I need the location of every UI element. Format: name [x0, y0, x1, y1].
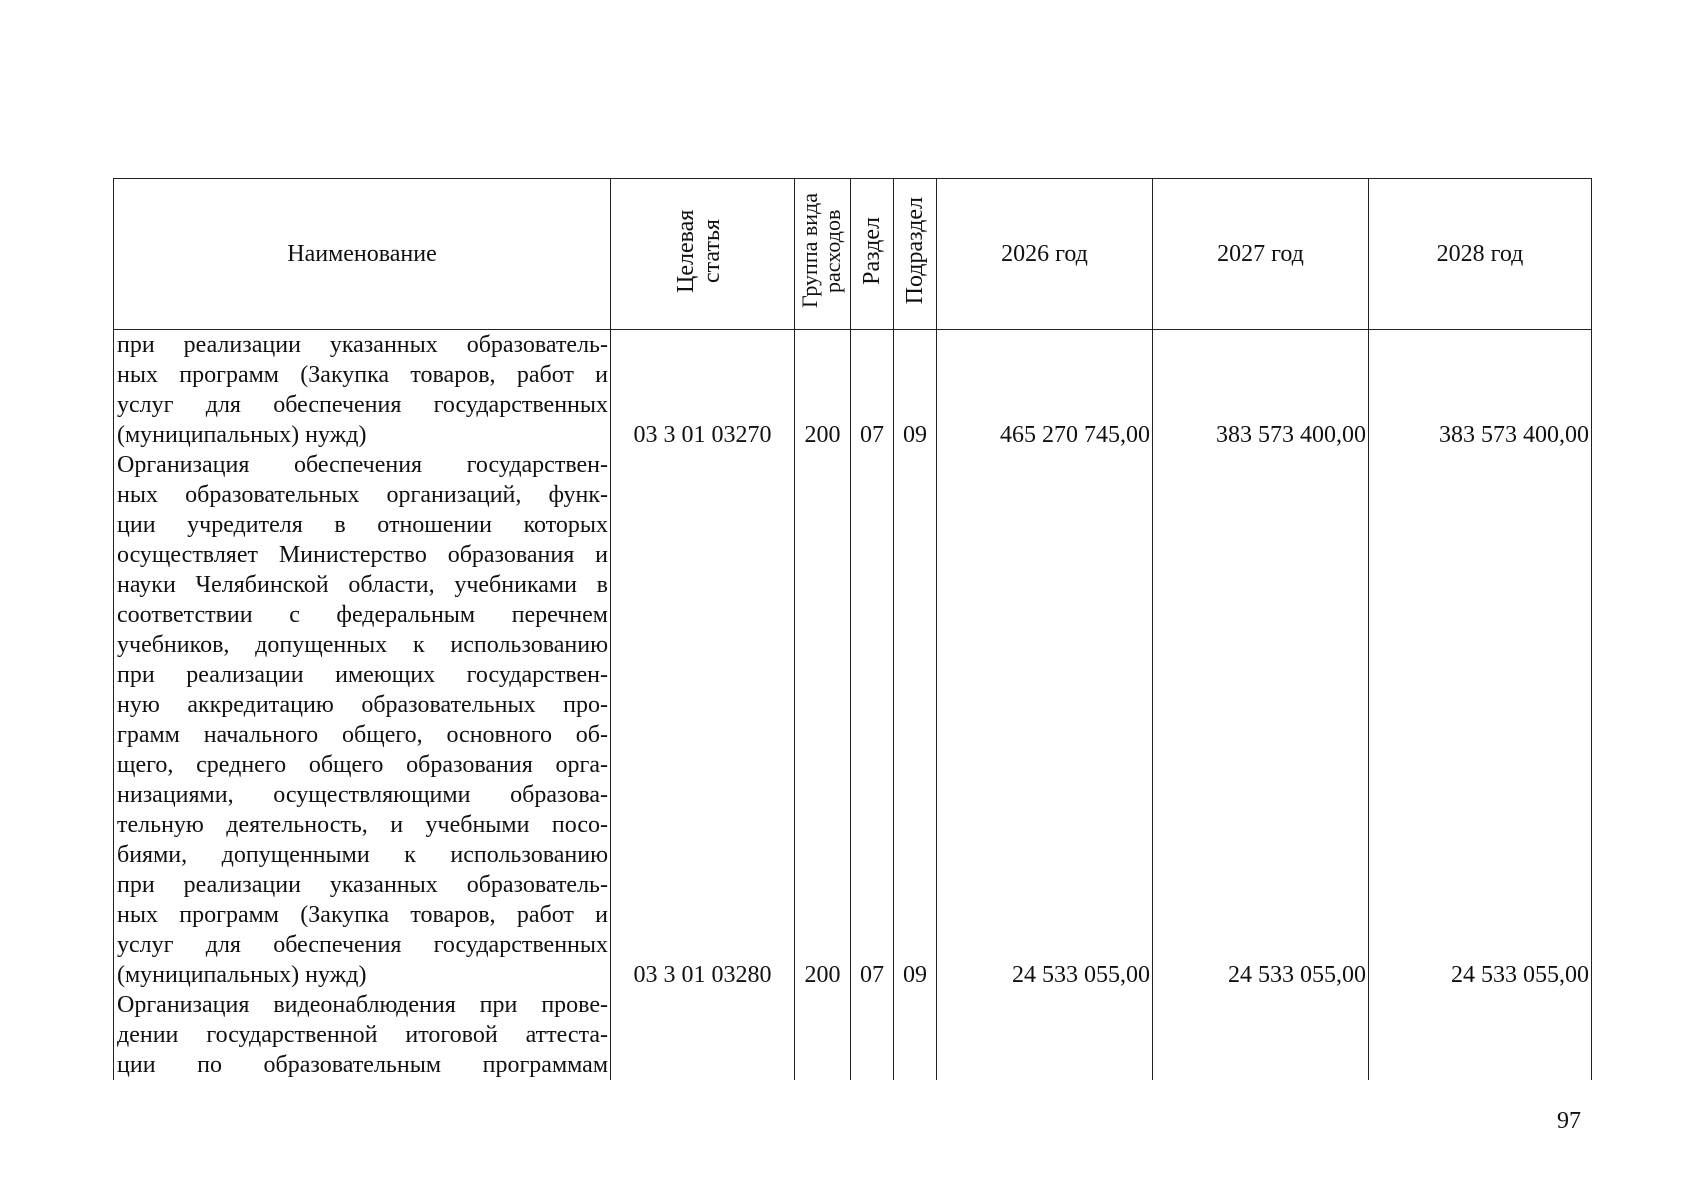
header-expense-group-label: Группа вида расходов — [796, 193, 845, 309]
row-name-line: учебников, допущенных к использованию — [117, 632, 608, 658]
row-name-line: соответствии с федеральным перечнем — [117, 602, 608, 628]
row-subsection: 09 — [894, 450, 937, 990]
row-name-line: Организация видеонаблюдения при прове- — [117, 992, 608, 1018]
row-section — [851, 990, 894, 1080]
header-target-article-label: Целевая статья — [672, 209, 725, 293]
header-year-2028 — [1369, 179, 1592, 330]
row-name-line: науки Челябинской области, учебниками в — [117, 572, 608, 598]
row-name-line: (муниципальных) нужд) — [117, 962, 367, 988]
header-name — [114, 179, 611, 330]
table-header-row — [114, 179, 1592, 330]
page-number: 97 — [1557, 1108, 1581, 1134]
header-year-2026-label: 2026 год — [1001, 241, 1088, 267]
row-amount-2027 — [1153, 990, 1369, 1080]
row-amount-2026 — [937, 990, 1153, 1080]
row-amount-2027: 383 573 400,00 — [1153, 330, 1369, 451]
row-name-line: ных программ (Закупка товаров, работ и — [117, 362, 608, 388]
row-expense-group — [795, 990, 851, 1080]
row-name-line: Организация обеспечения государствен- — [117, 452, 608, 478]
row-name-line: тельную деятельность, и учебными посо- — [117, 812, 608, 838]
row-name-line: (муниципальных) нужд) — [117, 422, 367, 448]
row-subsection — [894, 990, 937, 1080]
row-section: 07 — [851, 450, 894, 990]
row-amount-2026: 465 270 745,00 — [937, 330, 1153, 451]
header-year-2027-label: 2027 год — [1217, 241, 1304, 267]
row-name-line: низациями, осуществляющими образова- — [117, 782, 608, 808]
table-row — [114, 450, 1592, 990]
header-year-2027 — [1153, 179, 1369, 330]
table-row — [114, 330, 1592, 451]
table-body — [114, 330, 1592, 1081]
row-name-line: ных программ (Закупка товаров, работ и — [117, 902, 608, 928]
row-target-article: 03 3 01 03270 — [611, 330, 795, 451]
table-row — [114, 990, 1592, 1080]
row-amount-2028: 24 533 055,00 — [1369, 450, 1592, 990]
row-expense-group: 200 — [795, 330, 851, 451]
header-section — [851, 179, 894, 330]
row-name-line: дении государственной итоговой аттеста- — [117, 1022, 608, 1048]
row-amount-2028: 383 573 400,00 — [1369, 330, 1592, 451]
row-amount-2026: 24 533 055,00 — [937, 450, 1153, 990]
row-subsection: 09 — [894, 330, 937, 451]
row-name-line: при реализации указанных образователь- — [117, 332, 608, 358]
row-expense-group: 200 — [795, 450, 851, 990]
row-name-cell — [114, 990, 611, 1080]
row-name-line: при реализации указанных образователь- — [117, 872, 608, 898]
header-section-label: Раздел — [859, 217, 885, 285]
row-name-line: услуг для обеспечения государственных — [117, 932, 608, 958]
row-name-cell — [114, 330, 611, 451]
row-name-line: щего, среднего общего образования орга- — [117, 752, 608, 778]
row-amount-2027: 24 533 055,00 — [1153, 450, 1369, 990]
row-name-line: грамм начального общего, основного об- — [117, 722, 608, 748]
header-target-article — [611, 179, 795, 330]
row-name-line: биями, допущенными к использованию — [117, 842, 608, 868]
header-expense-group — [795, 179, 851, 330]
row-name-line: ную аккредитацию образовательных про- — [117, 692, 608, 718]
row-name-cell — [114, 450, 611, 990]
row-name-line: ных образовательных организаций, функ- — [117, 482, 608, 508]
row-name-line: услуг для обеспечения государственных — [117, 392, 608, 418]
row-name-line: осуществляет Министерство образования и — [117, 542, 608, 568]
row-name-line: ции по образовательным программам — [117, 1052, 608, 1078]
budget-table — [113, 178, 1592, 1080]
header-name-label: Наименование — [287, 241, 437, 267]
header-year-2026 — [937, 179, 1153, 330]
row-amount-2028 — [1369, 990, 1592, 1080]
row-target-article — [611, 990, 795, 1080]
row-name-line: при реализации имеющих государствен- — [117, 662, 608, 688]
header-subsection-label: Подраздел — [902, 197, 928, 305]
row-section: 07 — [851, 330, 894, 451]
row-target-article: 03 3 01 03280 — [611, 450, 795, 990]
row-name-line: ции учредителя в отношении которых — [117, 512, 608, 538]
header-year-2028-label: 2028 год — [1436, 241, 1524, 267]
header-subsection — [894, 179, 937, 330]
